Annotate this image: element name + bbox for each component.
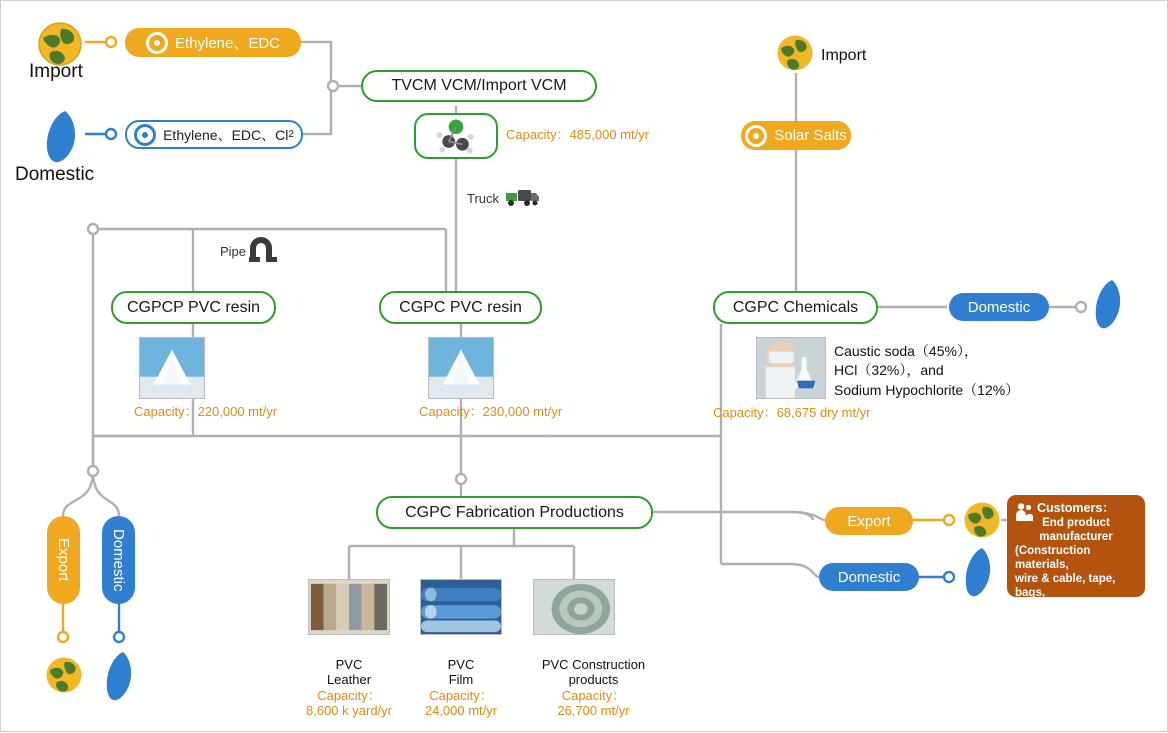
stage-cgpc-pvc-resin-label: CGPC PVC resin [399,298,522,316]
product-caption-1 [410,657,512,718]
thumbnail-cgpc-chemicals [756,337,826,399]
label-truck: Truck [467,191,500,206]
truck-icon [505,186,539,208]
product-line-3: Sodium Hypochlorite（12%） [834,381,1020,398]
stage-cgpc-chemicals-label: CGPC Chemicals [732,298,859,316]
ring-icon [745,125,767,147]
feed-ethylene-edc-cl2[interactable] [125,120,303,149]
capacity-tvcm: Capacity：485,000 mt/yr [506,127,650,142]
customers-line1: End product [1042,517,1110,530]
stage-cgpc-pvc-resin[interactable] [379,291,542,324]
product-capacity-label-2: Capacity： [561,687,626,703]
cgpc-chemicals-products [834,342,1019,400]
people-icon [1015,502,1033,522]
stage-cgpc-fabrication[interactable] [376,496,653,529]
label-import-right: Import [821,47,867,64]
product-capacity-label-0: Capacity： [317,687,381,703]
stage-tvcm-label: TVCM VCM/Import VCM [391,77,567,94]
product-line-1: Caustic soda（45%）， [834,343,978,359]
channel-chem-domestic[interactable] [949,293,1049,321]
product-caption-0 [298,657,400,718]
thumbnail-cgpc-resin [428,337,494,399]
product-caption-2 [516,657,671,718]
product-capacity-value-2: 26,700 mt/yr [557,702,630,718]
channel-fab-domestic-label: Domestic [837,568,901,586]
globe-icon-resin-export [45,656,83,694]
channel-fab-domestic[interactable] [819,563,919,591]
feed-ethylene-edc-cl2-label: Ethylene、EDC、Cl [163,126,289,143]
feed-solar-salts[interactable] [741,121,851,150]
stage-cgpc-chemicals[interactable] [713,291,878,324]
channel-chem-domestic-label: Domestic [967,298,1031,316]
customers-line4: wire & cable, tape, bags, [1015,573,1116,600]
channel-fab-export-label: Export [847,512,891,530]
stage-tvcm[interactable] [361,70,597,102]
globe-icon-fab-export [963,501,1001,539]
capacity-cgpcp-resin: Capacity：220,000 mt/yr [134,404,278,419]
channel-resin-domestic[interactable] [102,516,135,604]
product-name-line1-2: PVC Construction [541,657,646,672]
label-pipe: Pipe [220,244,247,259]
cl2-subscript: 2 [288,129,294,140]
feed-solar-salts-label: Solar Salts [774,127,847,144]
product-capacity-label-1: Capacity： [429,687,493,703]
globe-icon-import-right [776,34,814,72]
stage-cgpcp-pvc-resin[interactable] [111,291,276,324]
feed-ethylene-edc-label: Ethylene、EDC [174,35,281,52]
stage-cgpc-fabrication-label: CGPC Fabrication Productions [405,503,624,521]
ring-icon [134,124,156,146]
thumbnail-pvc-film [420,579,502,635]
customers-line3: (Construction materials, [1015,545,1091,572]
pipe-icon [249,236,277,262]
product-capacity-value-0: 8,600 k yard/yr [306,702,392,718]
taiwan-icon-domestic-left [43,109,79,165]
label-import-left: Import [29,61,83,82]
ring-icon [146,32,168,54]
product-name-line1-0: PVC [335,657,363,672]
capacity-cgpc-chemicals: Capacity：68,675 dry mt/yr [713,405,871,420]
molecule-icon-vcm [414,113,498,159]
product-name-line2-0: Leather [326,672,372,688]
thumbnail-cgpcp-resin [139,337,205,399]
product-capacity-value-1: 24,000 mt/yr [424,702,498,718]
product-name-line2-2: products [568,672,619,688]
channel-resin-domestic-label: Domestic [110,528,127,592]
thumbnail-pvc-construction [533,579,615,635]
product-line-2: HCl（32%），and [834,362,944,379]
product-name-line1-1: PVC [447,657,475,672]
product-name-line2-1: Film [448,672,474,688]
customers-line2: manufacturer [1039,531,1113,544]
taiwan-icon-chem-domestic [1093,279,1123,331]
feed-ethylene-edc[interactable] [125,28,301,57]
label-domestic-left: Domestic [15,164,95,185]
thumbnail-pvc-leather [308,579,390,635]
taiwan-icon-fab-domestic [963,547,993,599]
customers-box[interactable] [1007,495,1145,614]
stage-cgpcp-pvc-resin-label: CGPCP PVC resin [126,298,261,316]
channel-resin-export-label: Export [55,538,72,582]
channel-resin-export[interactable] [47,516,80,604]
capacity-cgpc-resin: Capacity：230,000 mt/yr [419,404,563,419]
customers-line5: sofa…etc.), retailers. [1015,601,1129,614]
taiwan-icon-resin-domestic [104,651,134,703]
channel-fab-export[interactable] [825,507,913,535]
customers-head: Customers： [1037,501,1115,515]
